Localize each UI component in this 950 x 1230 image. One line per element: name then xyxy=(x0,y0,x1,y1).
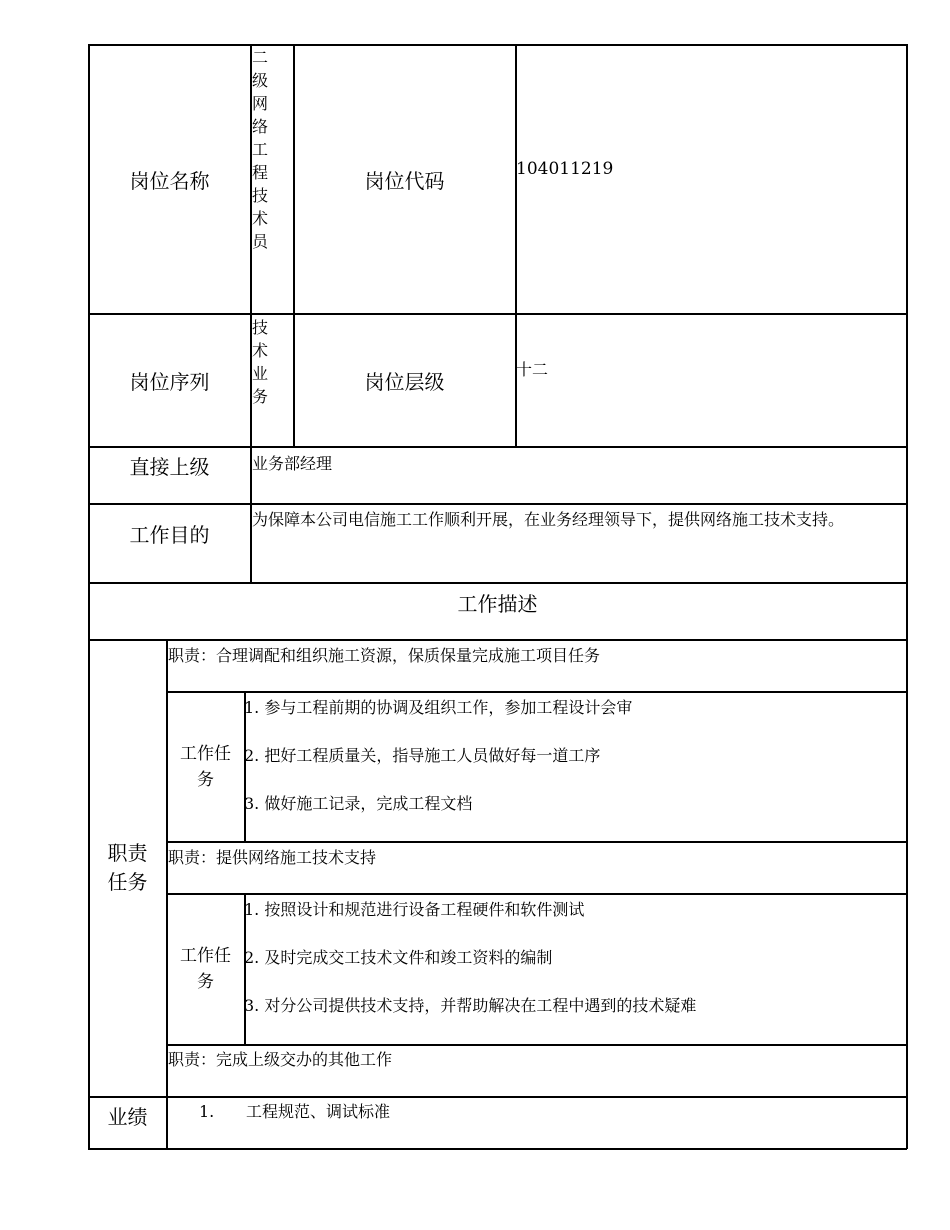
duty-3: 职责：完成上级交办的其他工作 xyxy=(168,1050,393,1069)
duties-label: 职责任务 xyxy=(107,841,148,894)
performance-number: 1. xyxy=(199,1102,215,1121)
superior-label: 直接上级 xyxy=(129,455,210,479)
job-sequence-label: 岗位序列 xyxy=(129,369,210,394)
purpose-value: 为保障本公司电信施工工作顺利开展，在业务经理领导下，提供网络施工技术支持。 xyxy=(252,510,845,529)
duty-1-task-1: 1. 参与工程前期的协调及组织工作，参加工程设计会审 xyxy=(244,698,633,717)
duty-2-task-3: 3. 对分公司提供技术支持，并帮助解决在工程中遇到的技术疑难 xyxy=(244,996,697,1015)
duty-1-task-label: 工作任务 xyxy=(180,743,231,790)
job-code-label: 岗位代码 xyxy=(364,168,445,193)
duty-1-task-2: 2. 把好工程质量关，指导施工人员做好每一道工序 xyxy=(244,746,601,765)
job-code-value: 104011219 xyxy=(516,159,614,179)
duty-1: 职责：合理调配和组织施工资源，保质保量完成施工项目任务 xyxy=(168,646,601,665)
description-title: 工作描述 xyxy=(457,592,538,616)
job-level-value: 十二 xyxy=(516,360,549,379)
performance-item: 工程规范、调试标准 xyxy=(246,1102,391,1121)
duty-1-task-3: 3. 做好施工记录，完成工程文档 xyxy=(244,794,473,813)
purpose-label: 工作目的 xyxy=(129,523,210,547)
duty-2: 职责：提供网络施工技术支持 xyxy=(168,848,377,867)
superior-value: 业务部经理 xyxy=(252,454,333,473)
performance-label: 业绩 xyxy=(107,1105,148,1129)
job-name-value: 二级网络工程技术员 xyxy=(252,48,269,251)
duty-2-task-1: 1. 按照设计和规范进行设备工程硬件和软件测试 xyxy=(244,900,585,919)
job-name-label: 岗位名称 xyxy=(129,168,210,193)
duty-2-task-label: 工作任务 xyxy=(180,946,231,992)
job-sequence-value: 技术业务 xyxy=(252,318,269,406)
duty-2-task-2: 2. 及时完成交工技术文件和竣工资料的编制 xyxy=(244,948,553,967)
job-level-label: 岗位层级 xyxy=(364,369,445,394)
